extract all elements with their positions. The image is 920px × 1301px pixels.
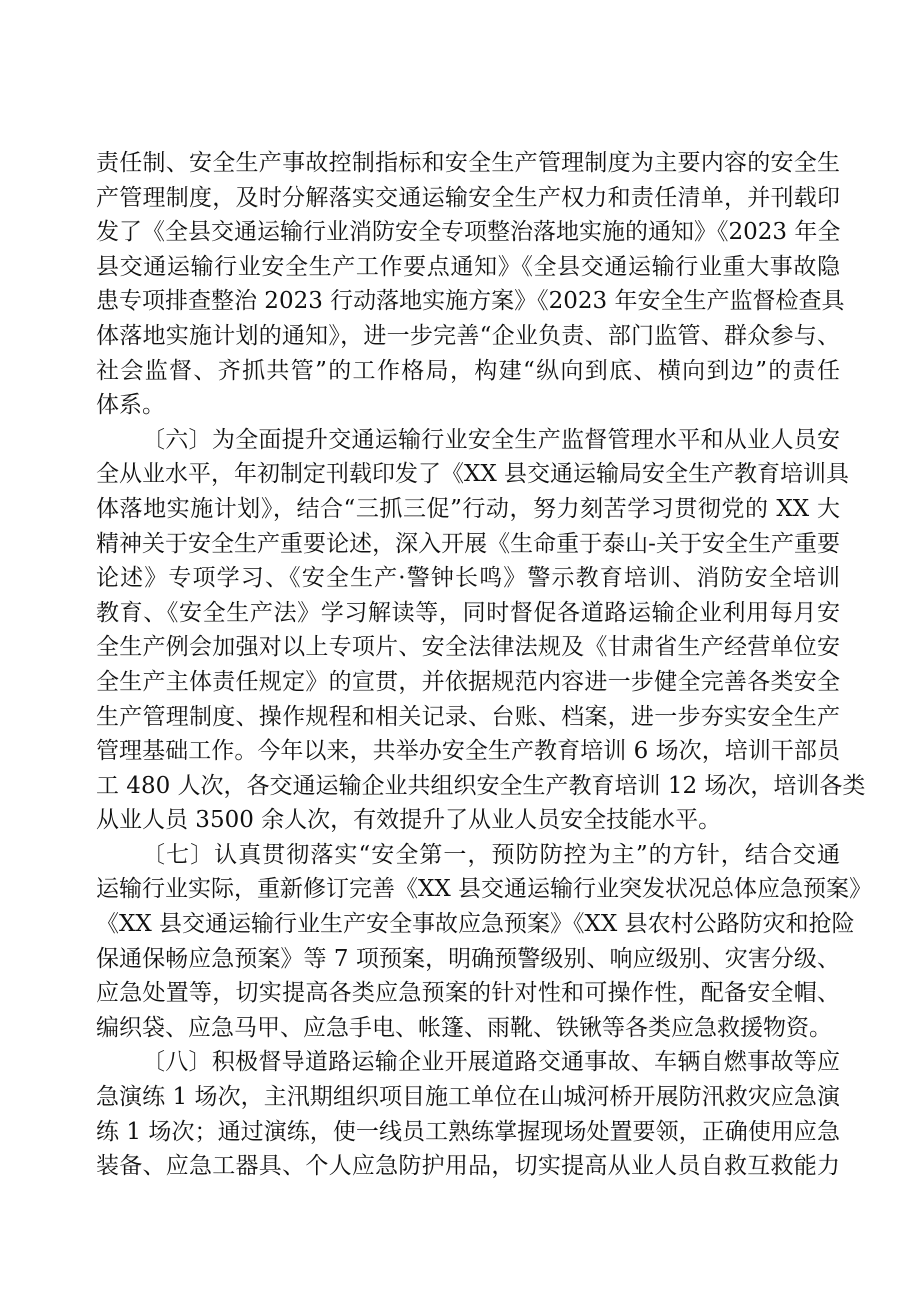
text-line: 患专项排查整治 2023 行动落地实施方案》《2023 年安全生产监督检查具 <box>96 288 845 315</box>
text-line: 练 1 场次；通过演练，使一线员工熟练掌握现场处置要领，正确使用应急 <box>96 1118 840 1145</box>
text-line: 体落地实施计划的通知》，进一步完善“企业负责、部门监管、群众参与、 <box>96 322 840 349</box>
text-line: 应急处置等，切实提高各类应急预案的针对性和可操作性，配备安全帽、 <box>96 980 840 1007</box>
text-line: 保通保畅应急预案》等 7 项预案，明确预警级别、响应级别、灾害分级、 <box>96 945 840 972</box>
text-line: 论述》专项学习、《安全生产·警钟长鸣》警示教育培训、消防安全培训 <box>96 565 840 592</box>
text-line: 装备、应急工器具、个人应急防护用品，切实提高从业人员自救互救能力 <box>96 1153 840 1180</box>
paragraph-first-line: 〔七〕认真贯彻落实“安全第一，预防防控为主”的方针，结合交通 <box>142 841 840 868</box>
paragraph-first-line: 〔六〕为全面提升交通运输行业安全生产监督管理水平和从业人员安 <box>142 426 840 453</box>
text-line: 《XX 县交通运输行业生产安全事故应急预案》《XX 县农村公路防灾和抢险 <box>96 911 855 938</box>
text-line: 精神关于安全生产重要论述，深入开展《生命重于泰山-关于安全生产重要 <box>96 530 840 557</box>
text-line: 全生产例会加强对以上专项片、安全法律法规及《甘肃省生产经营单位安 <box>96 634 840 661</box>
text-line: 社会监督、齐抓共管”的工作格局，构建“纵向到底、横向到边”的责任 <box>96 357 840 384</box>
text-line: 全从业水平，年初制定刊载印发了《XX 县交通运输局安全生产教育培训具 <box>96 461 850 488</box>
text-line: 体系。 <box>96 392 165 419</box>
text-line: 从业人员 3500 余人次，有效提升了从业人员安全技能水平。 <box>96 807 722 834</box>
text-line: 全生产主体责任规定》的宣贯，并依据规范内容进一步健全完善各类安全 <box>96 668 840 695</box>
text-line: 县交通运输行业安全生产工作要点通知》《全县交通运输行业重大事故隐 <box>96 253 840 280</box>
document-body <box>96 146 873 1184</box>
text-line: 编织袋、应急马甲、应急手电、帐篷、雨靴、铁锹等各类应急救援物资。 <box>96 1014 832 1041</box>
text-line: 体落地实施计划》，结合“三抓三促”行动，努力刻苦学习贯彻党的 XX 大 <box>96 495 840 522</box>
text-line: 发了《全县交通运输行业消防安全专项整治落地实施的通知》《2023 年全 <box>96 219 841 246</box>
text-line: 教育、《安全生产法》学习解读等，同时督促各道路运输企业利用每月安 <box>96 599 840 626</box>
text-line: 产管理制度，及时分解落实交通运输安全生产权力和责任清单，并刊载印 <box>96 184 840 211</box>
paragraph-first-line: 〔八〕积极督导道路运输企业开展道路交通事故、车辆自燃事故等应 <box>142 1049 840 1076</box>
text-line: 管理基础工作。今年以来，共举办安全生产教育培训 6 场次，培训干部员 <box>96 738 840 765</box>
text-line: 急演练 1 场次，主汛期组织项目施工单位在山城河桥开展防汛救灾应急演 <box>96 1084 840 1111</box>
text-line: 生产管理制度、操作规程和相关记录、台账、档案，进一步夯实安全生产 <box>96 703 840 730</box>
text-line: 责任制、安全生产事故控制指标和安全生产管理制度为主要内容的安全生 <box>96 150 840 176</box>
text-line: 运输行业实际，重新修订完善《XX 县交通运输行业突发状况总体应急预案》 <box>96 876 873 903</box>
text-line: 工 480 人次，各交通运输企业共组织安全生产教育培训 12 场次，培训各类 <box>96 772 866 799</box>
